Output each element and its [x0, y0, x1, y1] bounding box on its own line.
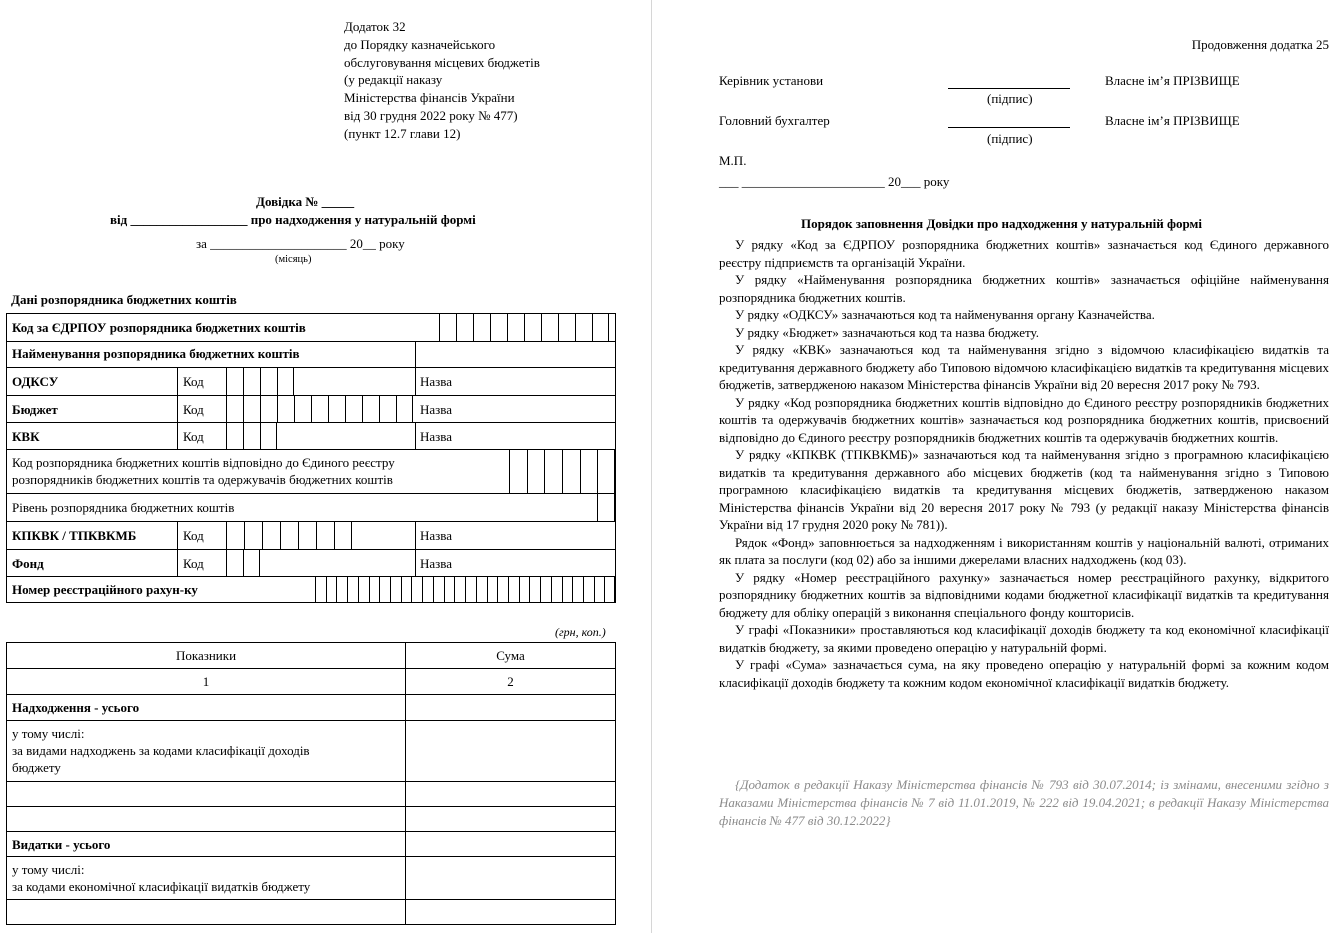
row-label: Бюджет [12, 402, 58, 417]
period-hint: (місяць) [275, 254, 312, 265]
amendment-note [719, 776, 1329, 830]
code-cells[interactable] [226, 368, 298, 395]
table-row [7, 832, 615, 857]
code-cells[interactable] [597, 494, 615, 521]
paragraph: У графі «Показники» проставляються код класифікації доходів бюджету та код економічної класифікації видатків бюджету, за якими проведено операцію у натуральній формі. [719, 622, 1329, 655]
table-row [6, 449, 616, 493]
row-label: за кодами економічної класифікації видатків бюджету [12, 879, 311, 894]
paragraph: У графі «Сума» зазначається сума, на яку проведено операцію у натуральній формі за кожним кодом класифікації доходів бюджету та кожним кодом економічної класифікації видатків бюджету. [719, 657, 1329, 690]
units-label: (грн, коп.) [555, 625, 606, 639]
header-line: (пункт 12.7 глави 12) [344, 125, 461, 141]
accountant-label: Головний бухгалтер [719, 113, 830, 128]
page-divider [651, 0, 652, 933]
name-label: Назва [420, 374, 453, 389]
table-row [6, 422, 616, 449]
header-line: Додаток 32 [344, 19, 406, 34]
paragraph: У рядку «Номер реєстраційного рахунку» зазначається номер реєстраційного рахунку, відкритого розпоряднику бюджетних коштів за відповідними кодами бюджетної класифікації видатків та кредитування бюджету для обліку операцій з виконання спеціального фонду кошторисів. [719, 569, 1329, 620]
paragraph: У рядку «Код за ЄДРПОУ розпорядника бюджетних коштів» зазначається код Єдиного державного реєстру підприємств та організацій України. [719, 237, 1329, 270]
amendment-text: {Додаток в редакції Наказу Міністерства фінансів № 793 від 30.07.2014; із змінами, внесеними згідно з Наказами Міністерства фінансів № 7 від 11.01.2019, № 222 від 19.04.2021; в редакції Наказу Міністерства фінансів № 477 від 30.12.2022} [719, 777, 1329, 828]
row-label: КВК [12, 429, 40, 444]
row-label: у тому числі: [12, 726, 85, 741]
table-row [6, 493, 616, 521]
code-cells[interactable] [226, 423, 280, 449]
table-row [7, 900, 615, 924]
row-label: розпорядників бюджетних коштів та одержувачів бюджетних коштів [12, 472, 393, 487]
row-label: бюджету [12, 760, 61, 775]
summary-table [6, 642, 616, 925]
header-line: (у редакції наказу [344, 72, 443, 88]
name-label: Назва [420, 528, 453, 543]
column-header: Сума [496, 648, 525, 663]
row-label: Рівень розпорядника бюджетних коштів [12, 500, 235, 515]
accountant-name: Власне ім’я ПРІЗВИЩЕ [1105, 113, 1240, 128]
table-row [7, 857, 615, 900]
date-line: ___ ______________________ 20___ року [719, 174, 950, 189]
column-number: 1 [202, 674, 210, 689]
row-label: КПКВК / ТПКВКМБ [12, 528, 137, 543]
paragraph: У рядку «Найменування розпорядника бюджетних коштів» зазначається офіційне найменування розпорядника бюджетних коштів. [719, 272, 1329, 305]
column-header: Показники [175, 648, 237, 663]
name-label: Назва [420, 402, 453, 417]
row-label: ОДКСУ [12, 374, 59, 389]
code-label: Код [183, 429, 204, 444]
manager-data-table [6, 313, 616, 603]
section-title: Дані розпорядника бюджетних коштів [11, 292, 237, 307]
code-label: Код [183, 528, 204, 543]
paragraph: У рядку «КВК» зазначаються код та найменування згідно з відомчою класифікацією видатків та кредитування державного бюджету або Типовою відомчою класифікацією видатків та кредитування місцевих бюджетів, затвердженою наказом Міністерства фінансів України від 20 вересня 2017 року № 793. [719, 342, 1329, 392]
signature-line[interactable] [948, 88, 1070, 89]
table-row [7, 695, 615, 721]
table-row [6, 521, 616, 549]
code-label: Код [183, 402, 204, 417]
table-row [6, 313, 616, 341]
table-row [6, 367, 616, 395]
code-cells[interactable] [226, 550, 262, 576]
table-row [7, 782, 615, 807]
head-label: Керівник установи [719, 73, 824, 88]
table-row [7, 669, 615, 695]
table-row [6, 395, 616, 422]
code-cells[interactable] [439, 314, 615, 341]
head-name: Власне ім’я ПРІЗВИЩЕ [1105, 73, 1240, 88]
document-title: Довідка № _____ [256, 194, 355, 209]
header-line: обслуговування місцевих бюджетів [344, 54, 540, 70]
left-page [0, 0, 650, 933]
paragraph: У рядку «КПКВК (ТПКВКМБ)» зазначаються код та найменування згідно з програмною класифікацією видатків та кредитування державного або місцевих бюджетів (код та найменування згідно з Типовою програмною класифікацією видатків та кредитування місцевих бюджетів, затвердженою наказом Міністерства фінансів України від 20 вересня 2017 року № 793 (у редакції наказу Міністерства фінансів України від 17 грудня 2020 року № 781)). [719, 447, 1329, 532]
code-label: Код [183, 374, 204, 389]
signature-line[interactable] [948, 127, 1070, 128]
row-label: Номер реєстраційного рахун-ку [12, 582, 198, 597]
paragraph: У рядку «Бюджет» зазначаються код та назва бюджету. [735, 324, 1039, 340]
name-label: Назва [420, 429, 453, 444]
procedure-body [719, 236, 1329, 691]
table-row [6, 549, 616, 576]
code-label: Код [183, 556, 204, 571]
appendix-header [344, 18, 540, 143]
code-cells[interactable] [509, 450, 615, 493]
period-line: за _____________________ 20__ року [196, 236, 405, 251]
paragraph: Рядок «Фонд» заповнюється за надходженням і використанням коштів у національній валюті, отриманих як плата за послуги (код 02) або за іншими джерелами власних надходжень (код 03). [719, 534, 1329, 567]
table-row [7, 721, 615, 782]
row-label: Найменування розпорядника бюджетних коштів [12, 346, 300, 361]
continuation-label: Продовження додатка 25 [1191, 37, 1329, 52]
document-subtitle: від __________________ про надходження у натуральній формі [110, 212, 476, 227]
row-label: за видами надходжень за кодами класифікації доходів [12, 743, 310, 758]
row-label: Код розпорядника бюджетних коштів відповідно до Єдиного реєстру [12, 455, 395, 470]
row-label: Фонд [12, 556, 44, 571]
signature-hint: (підпис) [987, 131, 1033, 146]
table-row [6, 341, 616, 367]
header-line: Міністерства фінансів України [344, 90, 515, 106]
paragraph: У рядку «ОДКСУ» зазначаються код та найменування органу Казначейства. [735, 307, 1155, 322]
signature-hint: (підпис) [987, 91, 1033, 106]
table-row [6, 576, 616, 603]
header-line: до Порядку казначейського [344, 36, 496, 52]
code-cells[interactable] [226, 396, 416, 422]
row-label: у тому числі: [12, 862, 85, 877]
table-header-row [7, 643, 615, 669]
expenses-total-label: Видатки - усього [12, 837, 111, 852]
stamp-label: М.П. [719, 153, 747, 168]
header-line: від 30 грудня 2022 року № 477) [344, 107, 518, 123]
paragraph: У рядку «Код розпорядника бюджетних коштів відповідно до Єдиного реєстру розпорядників бюджетних коштів та одержувачів бюджетних коштів» зазначається код розпорядника бюджетних коштів, присвоєний відповідно до Єдиного реєстру розпорядників бюджетних коштів та одержувачів бюджетних коштів. [719, 394, 1329, 445]
code-cells[interactable] [226, 522, 352, 549]
procedure-title: Порядок заповнення Довідки про надходження у натуральній формі [801, 216, 1203, 231]
row-label: Код за ЄДРПОУ розпорядника бюджетних коштів [12, 320, 306, 335]
column-number: 2 [507, 674, 514, 689]
income-total-label: Надходження - усього [12, 700, 140, 715]
account-cells[interactable] [315, 577, 615, 602]
right-page [653, 0, 1339, 933]
name-label: Назва [420, 556, 453, 571]
table-row [7, 807, 615, 832]
